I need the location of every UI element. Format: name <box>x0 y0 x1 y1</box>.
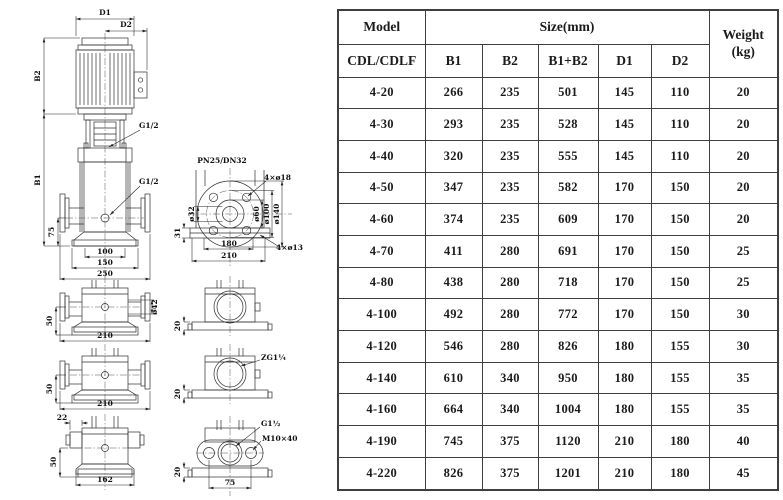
cell-d1: 145 <box>598 140 651 172</box>
cell-model: 4-80 <box>338 267 425 299</box>
side-view-2 <box>173 344 286 404</box>
cell-b1b2: 609 <box>538 204 598 236</box>
cell-model: 4-140 <box>338 362 425 394</box>
header-row-1 <box>338 10 778 44</box>
cell-d2: 110 <box>651 77 709 109</box>
cell-weight: 25 <box>709 267 778 299</box>
cell-b1: 664 <box>425 394 482 426</box>
cell-weight: 20 <box>709 77 778 109</box>
base-view-1 <box>45 276 159 342</box>
dim-label-base3-50: 50 <box>49 456 58 468</box>
cell-weight: 20 <box>709 172 778 204</box>
dim-label-150: 150 <box>97 258 113 267</box>
dim-label-base2-50: 50 <box>45 383 54 395</box>
cell-b1: 546 <box>425 331 482 363</box>
cell-weight: 35 <box>709 394 778 426</box>
table-row <box>338 267 778 299</box>
weight-label-line2: (kg) <box>731 43 755 59</box>
cell-d1: 210 <box>598 426 651 458</box>
table-row <box>338 394 778 426</box>
cell-b1: 610 <box>425 362 482 394</box>
table-row <box>338 331 778 363</box>
table-row <box>338 299 778 331</box>
base-view-3 <box>49 413 144 490</box>
cell-weight: 20 <box>709 109 778 141</box>
discharge-flange <box>126 194 150 232</box>
table-row <box>338 77 778 109</box>
side-view-1 <box>173 276 272 336</box>
col-header-size-group: Size(mm) <box>425 10 709 44</box>
col-header-model: Model <box>338 10 425 44</box>
dim-label-dia140: ø140 <box>272 203 281 225</box>
cell-d1: 180 <box>598 394 651 426</box>
cell-b2: 375 <box>482 457 538 490</box>
cell-b1: 293 <box>425 109 482 141</box>
bolt-label-m10x40: M10×40 <box>262 434 298 443</box>
dim-label-side3-75: 75 <box>224 478 236 487</box>
cell-d1: 170 <box>598 235 651 267</box>
cell-b2: 235 <box>482 172 538 204</box>
cell-b1b2: 582 <box>538 172 598 204</box>
cell-b1b2: 555 <box>538 140 598 172</box>
cell-d1: 145 <box>598 109 651 141</box>
table-row <box>338 172 778 204</box>
cell-b2: 280 <box>482 299 538 331</box>
col-header-d1: D1 <box>598 44 651 77</box>
dim-label-31: 31 <box>173 227 182 239</box>
cell-b2: 235 <box>482 204 538 236</box>
cell-weight: 20 <box>709 204 778 236</box>
cell-b1b2: 528 <box>538 109 598 141</box>
base-view-2 <box>45 344 150 410</box>
cell-b1b2: 1120 <box>538 426 598 458</box>
cell-weight: 20 <box>709 140 778 172</box>
cell-b2: 340 <box>482 394 538 426</box>
cell-b2: 235 <box>482 140 538 172</box>
cell-b1: 438 <box>425 267 482 299</box>
dim-label-250: 250 <box>97 269 113 278</box>
cell-d2: 150 <box>651 204 709 236</box>
cell-b1b2: 1201 <box>538 457 598 490</box>
table-row <box>338 109 778 141</box>
dim-label-dia42: ø42 <box>150 299 159 315</box>
cell-b1b2: 772 <box>538 299 598 331</box>
cell-d1: 170 <box>598 299 651 331</box>
cell-model: 4-160 <box>338 394 425 426</box>
dim-label-base2-210: 210 <box>97 399 113 408</box>
suction-flange <box>60 194 84 232</box>
cell-b1b2: 826 <box>538 331 598 363</box>
cell-model: 4-100 <box>338 299 425 331</box>
flange-title: PN25/DN32 <box>197 156 247 165</box>
dim-label-180: 180 <box>221 239 237 248</box>
dim-label-bore: ø32 <box>187 206 196 222</box>
table-row <box>338 426 778 458</box>
cell-d2: 155 <box>651 362 709 394</box>
dim-label-side2-20: 20 <box>173 388 182 400</box>
cell-b1b2: 718 <box>538 267 598 299</box>
cell-d2: 110 <box>651 140 709 172</box>
cell-d2: 150 <box>651 299 709 331</box>
dim-label-dia60: ø60 <box>252 206 261 222</box>
dim-label-100: 100 <box>97 247 113 256</box>
dim-label-b1: B1 <box>33 174 42 186</box>
cell-weight: 30 <box>709 331 778 363</box>
col-header-b1b2: B1+B2 <box>538 44 598 77</box>
cell-b1: 492 <box>425 299 482 331</box>
cell-model: 4-60 <box>338 204 425 236</box>
dim-label-side3-20: 20 <box>173 466 182 478</box>
cell-d1: 210 <box>598 457 651 490</box>
cell-b1: 411 <box>425 235 482 267</box>
pump-front-view <box>33 8 159 280</box>
cell-b1b2: 950 <box>538 362 598 394</box>
cell-d1: 145 <box>598 77 651 109</box>
label-bolts-top: 4×ø18 <box>264 173 291 182</box>
cell-model: 4-20 <box>338 77 425 109</box>
spec-table-container <box>337 9 779 491</box>
junction-box <box>134 72 147 98</box>
cell-b2: 375 <box>482 426 538 458</box>
dim-label-base1-50: 50 <box>45 315 54 327</box>
cell-d2: 180 <box>651 457 709 490</box>
col-header-weight <box>709 10 778 77</box>
cell-weight: 45 <box>709 457 778 490</box>
cell-model: 4-120 <box>338 331 425 363</box>
weight-label-line1: Weight <box>722 26 764 42</box>
col-header-b2: B2 <box>482 44 538 77</box>
dim-label-d2: D2 <box>120 20 132 29</box>
table-row <box>338 204 778 236</box>
dim-label-75: 75 <box>47 226 56 238</box>
cell-b2: 280 <box>482 331 538 363</box>
cell-model: 4-50 <box>338 172 425 204</box>
dim-label-side1-20: 20 <box>173 320 182 332</box>
cell-b1: 745 <box>425 426 482 458</box>
cell-b2: 235 <box>482 77 538 109</box>
cell-weight: 40 <box>709 426 778 458</box>
cell-d2: 150 <box>651 172 709 204</box>
cell-b2: 280 <box>482 235 538 267</box>
cell-model: 4-30 <box>338 109 425 141</box>
col-header-model-series: CDL/CDLF <box>338 44 425 77</box>
port-label-g12-drain: G1/2 <box>139 177 159 186</box>
flange-detail-view <box>173 156 303 268</box>
spec-table <box>337 9 779 491</box>
cell-d2: 150 <box>651 235 709 267</box>
side-view-3 <box>173 416 297 496</box>
cell-b1: 347 <box>425 172 482 204</box>
cell-d2: 180 <box>651 426 709 458</box>
cell-d1: 180 <box>598 362 651 394</box>
col-header-d2: D2 <box>651 44 709 77</box>
port-label-g12-coupling: G1/2 <box>139 121 159 130</box>
cell-b1b2: 501 <box>538 77 598 109</box>
cell-b1b2: 1004 <box>538 394 598 426</box>
cell-model: 4-40 <box>338 140 425 172</box>
table-row <box>338 235 778 267</box>
dim-label-base1-210: 210 <box>97 331 113 340</box>
cell-weight: 30 <box>709 299 778 331</box>
cell-b1b2: 691 <box>538 235 598 267</box>
dim-label-22: 22 <box>56 413 68 422</box>
cell-b1: 266 <box>425 77 482 109</box>
cell-model: 4-220 <box>338 457 425 490</box>
cell-d2: 150 <box>651 267 709 299</box>
cell-d2: 155 <box>651 394 709 426</box>
label-bolts-base: 4×ø13 <box>276 243 303 252</box>
cell-d1: 170 <box>598 172 651 204</box>
cell-d2: 110 <box>651 109 709 141</box>
dim-label-d1: D1 <box>99 8 111 17</box>
cell-d2: 155 <box>651 331 709 363</box>
cell-b2: 235 <box>482 109 538 141</box>
dim-label-210-flange: 210 <box>221 251 237 260</box>
table-row <box>338 140 778 172</box>
table-row <box>338 362 778 394</box>
cell-b2: 340 <box>482 362 538 394</box>
cell-d1: 170 <box>598 204 651 236</box>
dim-label-162: 162 <box>97 475 113 484</box>
table-row <box>338 457 778 490</box>
cell-weight: 35 <box>709 362 778 394</box>
cell-b2: 280 <box>482 267 538 299</box>
dim-label-b2: B2 <box>33 70 42 82</box>
cell-d1: 180 <box>598 331 651 363</box>
cell-weight: 25 <box>709 235 778 267</box>
dim-label-dia100: ø100 <box>262 203 271 225</box>
cell-model: 4-190 <box>338 426 425 458</box>
cell-b1: 374 <box>425 204 482 236</box>
pump-technical-drawing <box>0 0 335 500</box>
cell-d1: 170 <box>598 267 651 299</box>
cell-b1: 826 <box>425 457 482 490</box>
thread-label-g112: G1½ <box>261 419 281 428</box>
cell-model: 4-70 <box>338 235 425 267</box>
thread-label-zg114: ZG1¼ <box>261 353 286 362</box>
cell-b1: 320 <box>425 140 482 172</box>
col-header-b1: B1 <box>425 44 482 77</box>
